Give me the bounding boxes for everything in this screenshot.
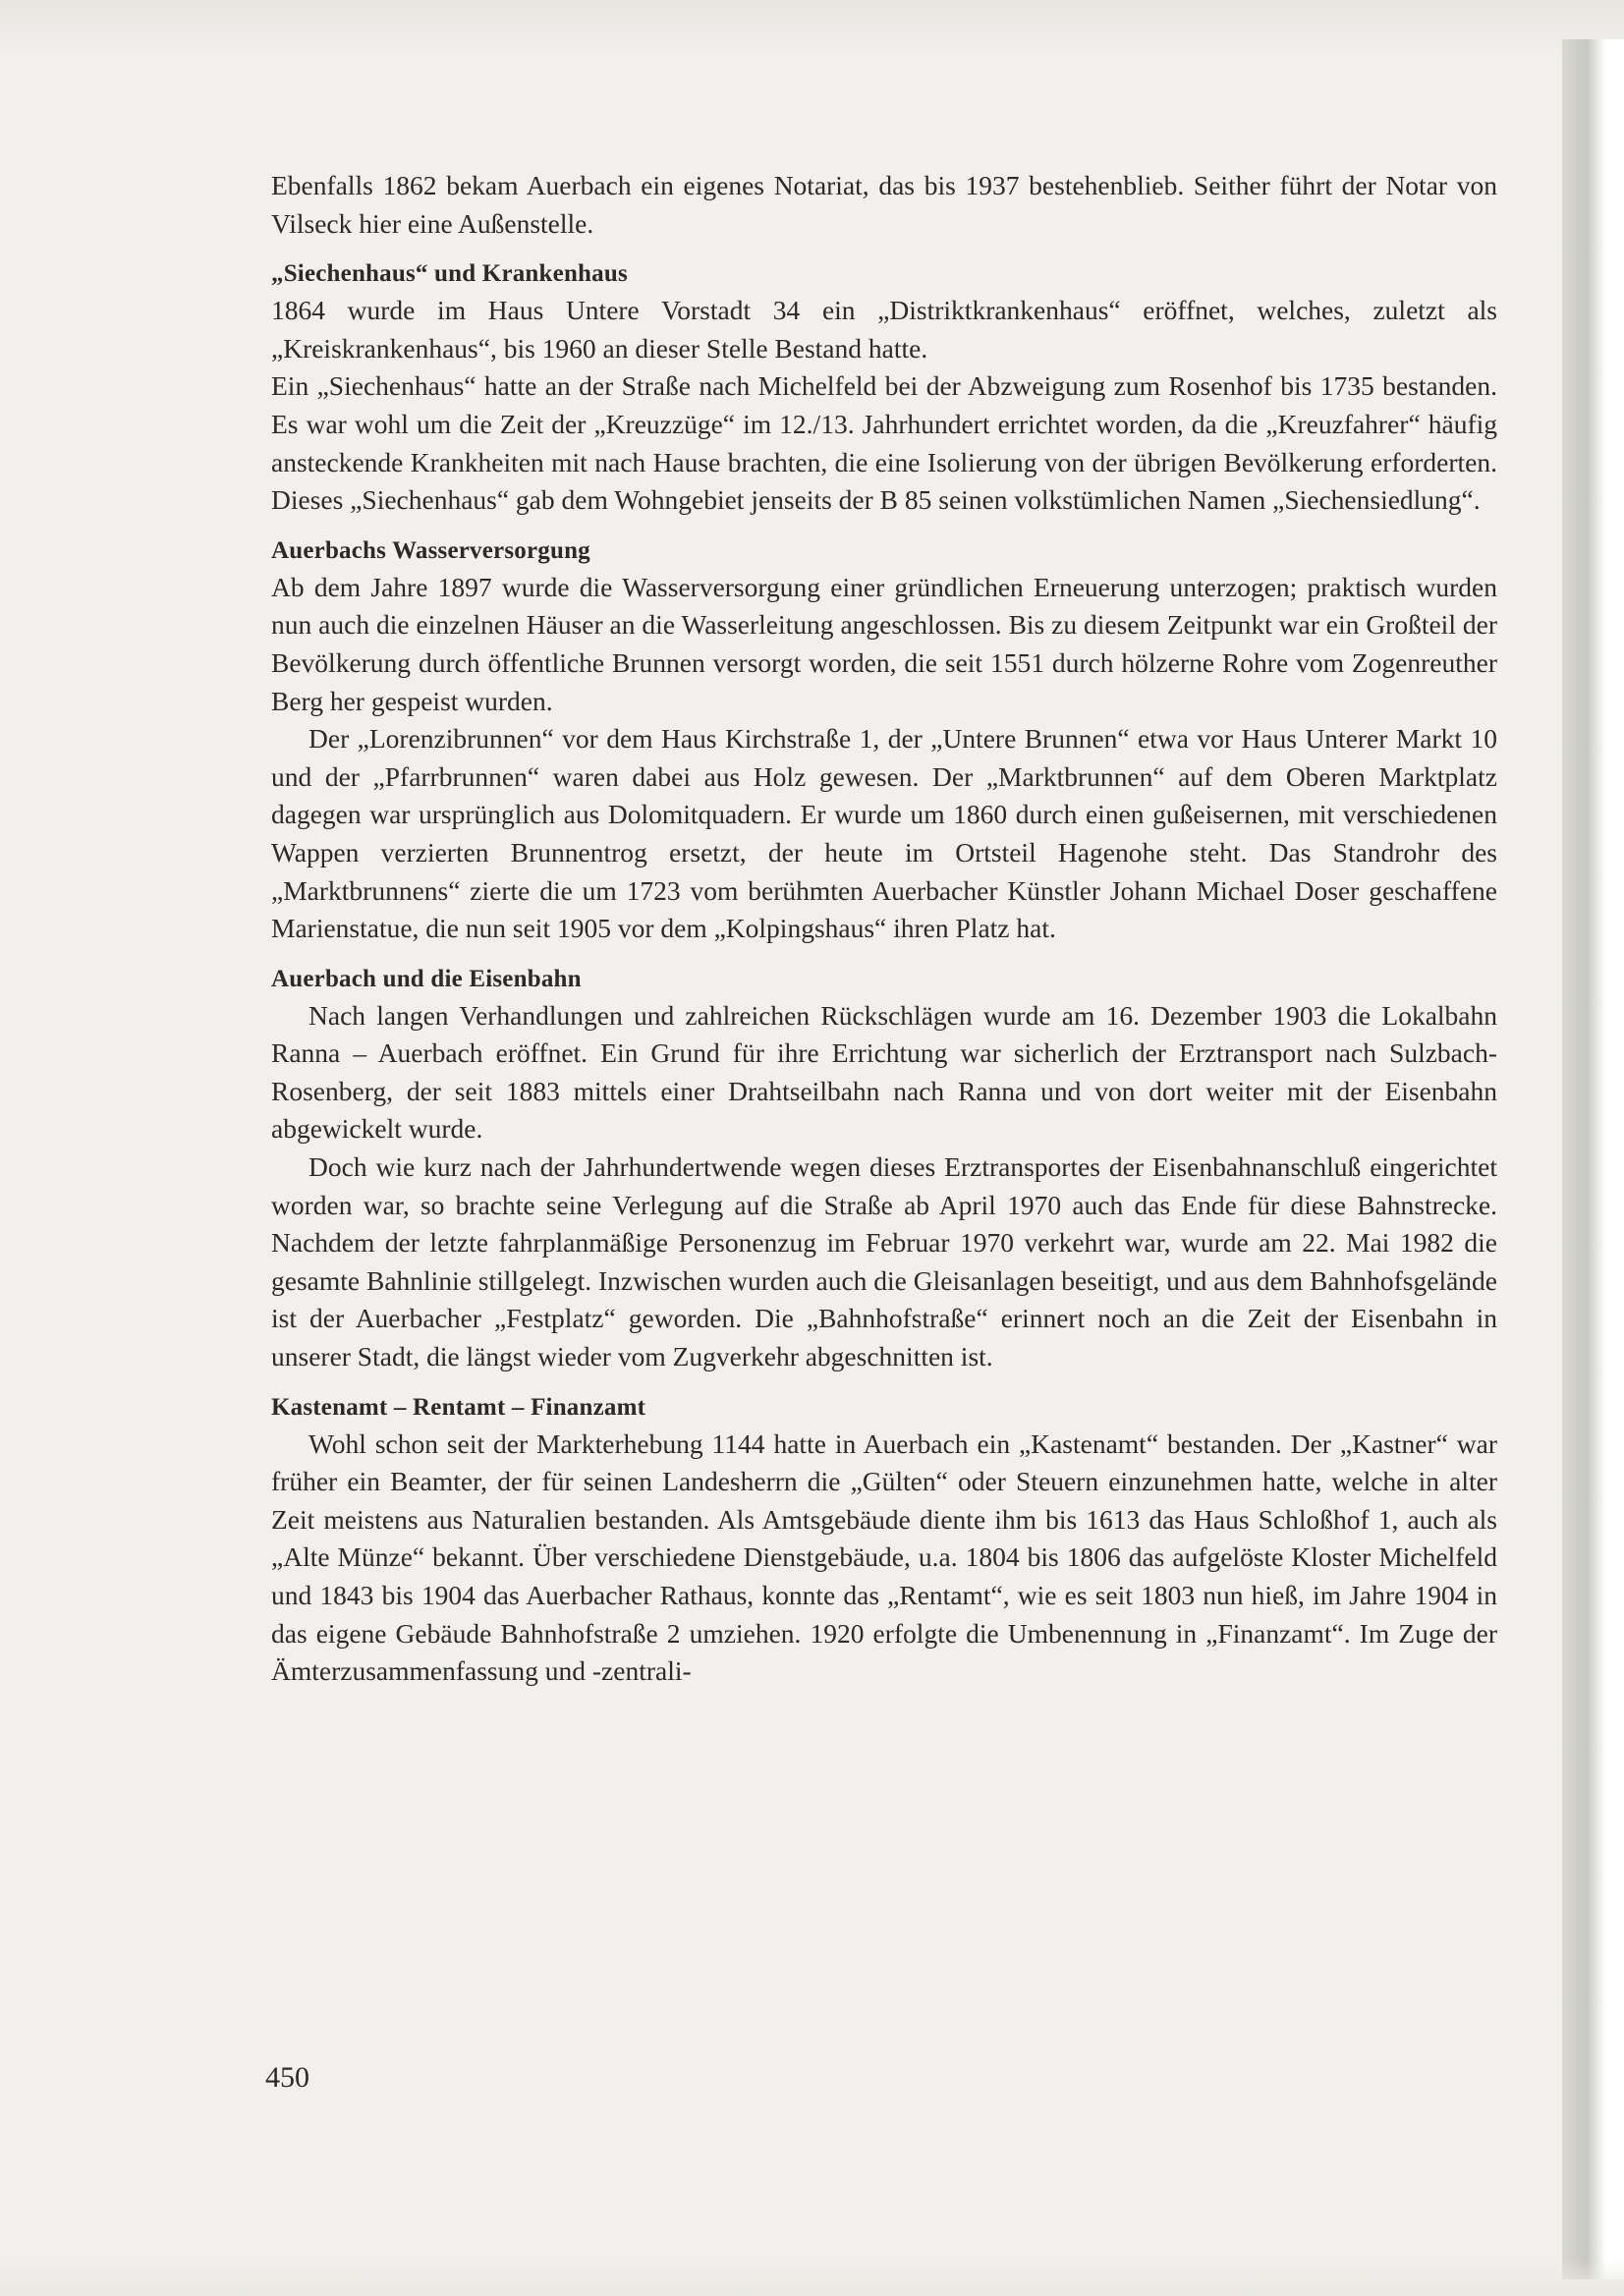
- section-heading: „Siechenhaus“ und Krankenhaus: [271, 260, 628, 288]
- section-heading: Auerbachs Wasserversorgung: [271, 536, 590, 564]
- section-paragraph: Ein „Siechenhaus“ hatte an der Straße nach Michelfeld bei der Abzweigung zum Rosenhof bis 1735 bestanden. Es war wohl um die Zeit der „Kreuzzüge“ im 12./13. Jahrhundert errichtet worden, da die „Kreuzfahrer“ häufig ansteckende Krankheiten mit nach Hause brachten, die eine Isolierung von der übrigen Bevölkerung erforderten. Dieses „Siechenhaus“ gab dem Wohngebiet jenseits der B 85 seinen volkstümlichen Namen „Siechensiedlung“.: [271, 370, 1497, 516]
- section-siechenhaus: [271, 256, 1497, 520]
- page-shadow: [0, 0, 1624, 59]
- section-paragraph: Doch wie kurz nach der Jahrhundertwende wegen dieses Erztransportes der Eisenbahnanschluß eingerichtet worden war, so brachte seine Verlegung auf die Straße ab April 1970 auch das Ende für diese Bahnstrecke. Nachdem der letzte fahrplanmäßige Personenzug im Februar 1970 verkehrt war, wurde am 22. Mai 1982 die gesamte Bahnlinie stillgelegt. Inzwischen wurden auch die Gleisanlagen beseitigt, und aus dem Bahnhofsgelände ist der Auerbacher „Festplatz“ geworden. Die „Bahnhofstraße“ erinnert noch an die Zeit der Eisenbahn in unserer Stadt, die längst wieder vom Zugverkehr abgeschnitten ist.: [271, 1151, 1497, 1372]
- section-paragraph: Der „Lorenzibrunnen“ vor dem Haus Kirchstraße 1, der „Untere Brunnen“ etwa vor Haus Unterer Markt 10 und der „Pfarrbrunnen“ waren dabei aus Holz gewesen. Der „Marktbrunnen“ auf dem Oberen Marktplatz dagegen war ursprünglich aus Dolomitquadern. Er wurde um 1860 durch einen gußeisernen, mit verschiedenen Wappen verzierten Brunnentrog ersetzt, der heute im Ortsteil Hagenohe steht. Das Standrohr des „Marktbrunnens“ zierte die um 1723 vom berühmten Auerbacher Künstler Johann Michael Doser geschaffene Marienstatue, die nun seit 1905 vor dem „Kolpingshaus“ ihren Platz hat.: [271, 723, 1497, 944]
- page-content: [271, 167, 1497, 1691]
- section-paragraph: 1864 wurde im Haus Untere Vorstadt 34 ein „Distriktkrankenhaus“ eröffnet, welches, zuletzt als „Kreiskrankenhaus“, bis 1960 an dieser Stelle Bestand hatte.: [271, 295, 1497, 364]
- section-heading: Auerbach und die Eisenbahn: [271, 965, 582, 992]
- section-wasserversorgung: [271, 533, 1497, 948]
- section-heading: Kastenamt – Rentamt – Finanzamt: [271, 1393, 646, 1421]
- section-paragraph: Ab dem Jahre 1897 wurde die Wasserversorgung einer gründlichen Erneuerung unterzogen; praktisch wurden nun auch die einzelnen Häuser an die Wasserleitung angeschlossen. Bis zu diesem Zeitpunkt war ein Großteil der Bevölkerung durch öffentliche Brunnen versorgt worden, die seit 1551 durch hölzerne Rohre vom Zogenreuther Berg her gespeist wurden.: [271, 571, 1497, 716]
- page-bottom-edge: [0, 2260, 1624, 2296]
- section-eisenbahn: [271, 962, 1497, 1376]
- section-paragraph: Wohl schon seit der Markterhebung 1144 hatte in Auerbach ein „Kastenamt“ bestanden. Der „Kastner“ war früher ein Beamter, der für seinen Landesherrn die „Gülten“ oder Steuern einzunehmen hatte, welche in alter Zeit meistens aus Naturalien bestanden. Als Amtsgebäude diente ihm bis 1613 das Haus Schloßhof 1, auch als „Alte Münze“ bekannt. Über verschiedene Dienstgebäude, u.a. 1804 bis 1806 das aufgelöste Kloster Michelfeld und 1843 bis 1904 das Auerbacher Rathaus, konnte das „Rentamt“, wie es seit 1803 nun hieß, im Jahre 1904 in das eigene Gebäude Bahnhofstraße 2 umziehen. 1920 erfolgte die Umbenennung in „Finanzamt“. Im Zuge der Ämterzusammenfassung und -zentrali-: [271, 1428, 1497, 1687]
- section-paragraph: Nach langen Verhandlungen und zahlreichen Rückschlägen wurde am 16. Dezember 1903 die Lokalbahn Ranna – Auerbach eröffnet. Ein Grund für ihre Errichtung war sicherlich der Erztransport nach Sulzbach-Rosenberg, der seit 1883 mittels einer Drahtseilbahn nach Ranna und von dort weiter mit der Eisenbahn abgewickelt wurde.: [271, 999, 1497, 1145]
- intro-paragraph: Ebenfalls 1862 bekam Auerbach ein eigenes Notariat, das bis 1937 bestehenblieb. Seither führt der Notar von Vilseck hier eine Außenstelle.: [271, 170, 1497, 239]
- page-edge: [1562, 39, 1624, 2279]
- page-number: 450: [265, 2061, 309, 2094]
- section-kastenamt: [271, 1390, 1497, 1691]
